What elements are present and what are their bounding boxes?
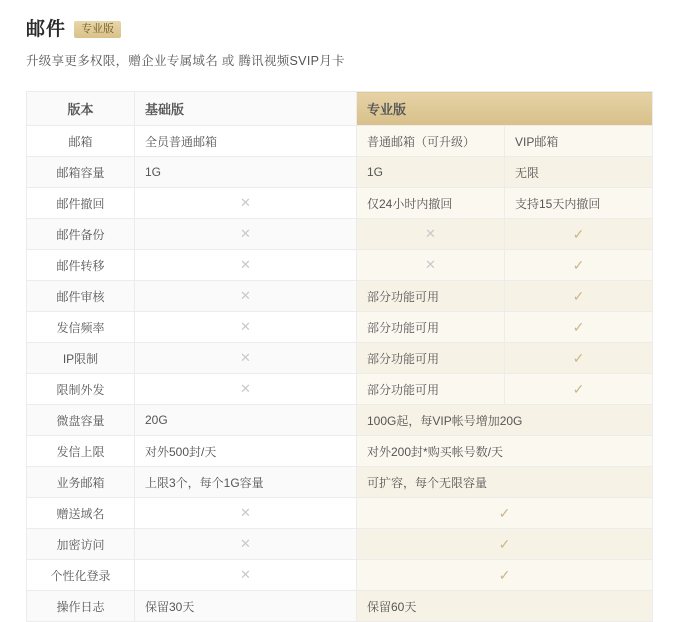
table-row <box>27 529 653 560</box>
cell-basic-value: 全员普通邮箱 <box>135 126 357 157</box>
table-header-row <box>27 92 653 126</box>
table-row <box>27 219 653 250</box>
cell-basic-value <box>135 560 357 591</box>
cross-icon: ✕ <box>425 257 436 272</box>
header-cell-basic: 基础版 <box>135 92 357 126</box>
cell-feature-name: 加密访问 <box>27 529 135 560</box>
cross-icon: ✕ <box>240 567 251 582</box>
cell-feature-name: 个性化登录 <box>27 560 135 591</box>
cell-basic-value <box>135 281 357 312</box>
cell-basic-value: 上限3个，每个1G容量 <box>135 467 357 498</box>
cell-feature-name: 发信频率 <box>27 312 135 343</box>
check-icon: ✓ <box>572 380 585 397</box>
cross-icon: ✕ <box>240 257 251 272</box>
cell-basic-value <box>135 312 357 343</box>
cell-feature-name: 邮件撤回 <box>27 188 135 219</box>
comparison-table <box>26 91 653 622</box>
cell-basic-value: 20G <box>135 405 357 436</box>
cell-pro-standard-value: 普通邮箱（可升级） <box>357 126 505 157</box>
page-header <box>0 0 678 41</box>
cell-pro-vip-value: 无限 <box>505 157 653 188</box>
cell-pro-standard-value <box>357 219 505 250</box>
table-row <box>27 591 653 622</box>
cell-feature-name: 邮箱容量 <box>27 157 135 188</box>
cell-basic-value <box>135 374 357 405</box>
page-title: 邮件 <box>26 19 67 40</box>
cell-pro-vip-value <box>505 281 653 312</box>
cell-pro-standard-value: 仅24小时内撤回 <box>357 188 505 219</box>
table-row <box>27 560 653 591</box>
table-row <box>27 374 653 405</box>
check-icon: ✓ <box>572 256 585 273</box>
cell-feature-name: 邮件转移 <box>27 250 135 281</box>
table-row <box>27 281 653 312</box>
cell-pro-standard-value: 部分功能可用 <box>357 281 505 312</box>
pro-version-badge: 专业版 <box>74 21 121 38</box>
check-icon: ✓ <box>572 318 585 335</box>
cell-pro-vip-value: 支持15天内撤回 <box>505 188 653 219</box>
header-cell-feature: 版本 <box>27 92 135 126</box>
cell-pro-value-merged <box>357 560 653 591</box>
cell-basic-value <box>135 219 357 250</box>
cell-pro-value-merged: 100G起，每VIP帐号增加20G <box>357 405 653 436</box>
cell-pro-vip-value <box>505 219 653 250</box>
check-icon: ✓ <box>572 349 585 366</box>
comparison-table-wrapper <box>26 91 652 622</box>
cell-feature-name: 限制外发 <box>27 374 135 405</box>
cell-basic-value: 1G <box>135 157 357 188</box>
cell-feature-name: 赠送域名 <box>27 498 135 529</box>
cell-pro-value-merged <box>357 498 653 529</box>
table-row <box>27 157 653 188</box>
cell-basic-value: 对外500封/天 <box>135 436 357 467</box>
cross-icon: ✕ <box>240 226 251 241</box>
cross-icon: ✕ <box>240 536 251 551</box>
cross-icon: ✕ <box>240 319 251 334</box>
table-row <box>27 312 653 343</box>
cell-basic-value <box>135 343 357 374</box>
cell-feature-name: IP限制 <box>27 343 135 374</box>
cell-feature-name: 邮件审核 <box>27 281 135 312</box>
cell-pro-vip-value: VIP邮箱 <box>505 126 653 157</box>
cell-pro-standard-value: 部分功能可用 <box>357 312 505 343</box>
cross-icon: ✕ <box>240 350 251 365</box>
cell-feature-name: 发信上限 <box>27 436 135 467</box>
table-row <box>27 467 653 498</box>
table-row <box>27 126 653 157</box>
cell-pro-vip-value <box>505 312 653 343</box>
cell-pro-value-merged <box>357 529 653 560</box>
cell-basic-value: 保留30天 <box>135 591 357 622</box>
cell-basic-value <box>135 529 357 560</box>
cell-pro-value-merged: 可扩容，每个无限容量 <box>357 467 653 498</box>
cell-pro-standard-value: 1G <box>357 157 505 188</box>
header-cell-pro: 专业版 <box>357 92 653 126</box>
cross-icon: ✕ <box>240 505 251 520</box>
check-icon: ✓ <box>498 566 511 583</box>
cell-feature-name: 业务邮箱 <box>27 467 135 498</box>
table-row <box>27 498 653 529</box>
cell-feature-name: 微盘容量 <box>27 405 135 436</box>
cell-basic-value <box>135 498 357 529</box>
cell-pro-vip-value <box>505 250 653 281</box>
table-row <box>27 436 653 467</box>
cell-pro-value-merged: 保留60天 <box>357 591 653 622</box>
cell-pro-standard-value: 部分功能可用 <box>357 343 505 374</box>
page-subtitle: 升级享更多权限，赠企业专属域名 或 腾讯视频SVIP月卡 <box>26 54 345 68</box>
cell-basic-value <box>135 188 357 219</box>
check-icon: ✓ <box>572 287 585 304</box>
check-icon: ✓ <box>572 225 585 242</box>
cell-pro-vip-value <box>505 374 653 405</box>
table-row <box>27 343 653 374</box>
cell-pro-standard-value <box>357 250 505 281</box>
check-icon: ✓ <box>498 535 511 552</box>
table-row <box>27 250 653 281</box>
cell-basic-value <box>135 250 357 281</box>
cross-icon: ✕ <box>425 226 436 241</box>
cell-feature-name: 操作日志 <box>27 591 135 622</box>
check-icon: ✓ <box>498 504 511 521</box>
cross-icon: ✕ <box>240 288 251 303</box>
cross-icon: ✕ <box>240 195 251 210</box>
table-row <box>27 188 653 219</box>
cell-feature-name: 邮件备份 <box>27 219 135 250</box>
cell-pro-vip-value <box>505 343 653 374</box>
cell-feature-name: 邮箱 <box>27 126 135 157</box>
cell-pro-value-merged: 对外200封*购买帐号数/天 <box>357 436 653 467</box>
cross-icon: ✕ <box>240 381 251 396</box>
cell-pro-standard-value: 部分功能可用 <box>357 374 505 405</box>
table-row <box>27 405 653 436</box>
